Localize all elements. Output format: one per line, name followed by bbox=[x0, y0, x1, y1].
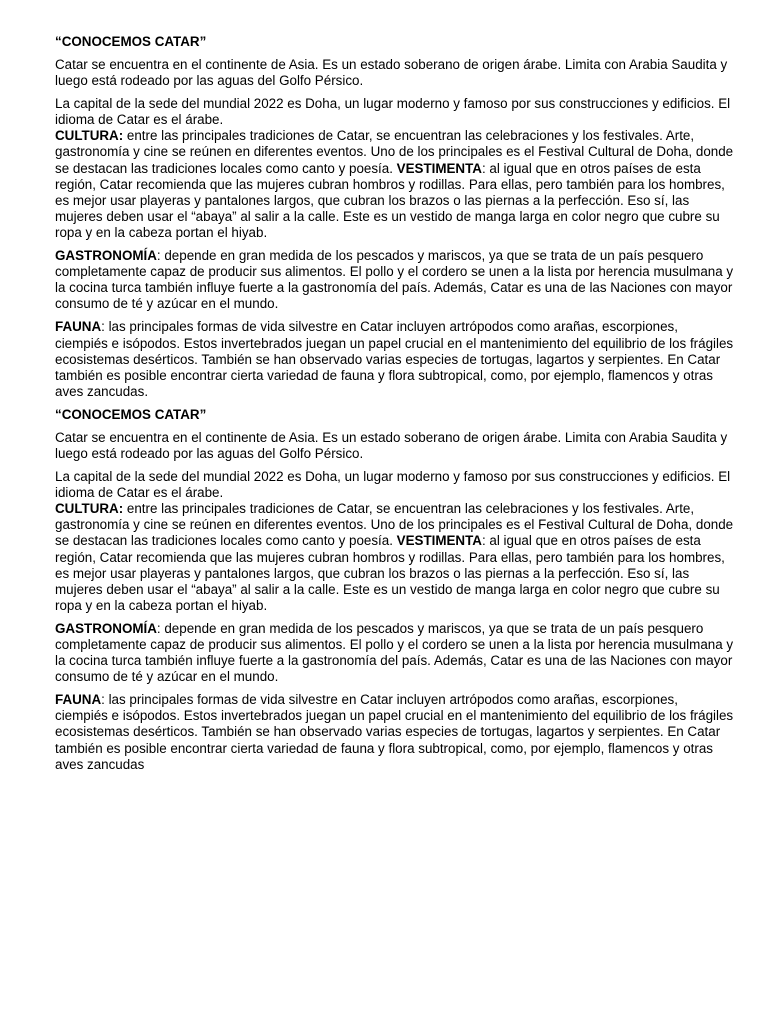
capital-paragraph: La capital de la sede del mundial 2022 es Doha, un lugar moderno y famoso por sus construcciones y edificios. El idioma de Catar es el árabe. bbox=[55, 469, 731, 501]
cultura-label: CULTURA: bbox=[55, 501, 124, 517]
capital-paragraph: La capital de la sede del mundial 2022 es Doha, un lugar moderno y famoso por sus construcciones y edificios. El idioma de Catar es el árabe. bbox=[55, 96, 731, 128]
fauna-paragraph bbox=[55, 319, 734, 399]
cultura-paragraph bbox=[55, 501, 734, 614]
cultura-text: entre las principales tradiciones de Catar, se encuentran las celebraciones y los festivales. Arte, gastronomía y cine se reúnen en diferentes eventos. Uno de los principales es el Festival Cultural de Doha, donde se destacan las tradiciones locales como canto y poesía. bbox=[55, 501, 734, 549]
section-title: “CONOCEMOS CATAR” bbox=[55, 34, 207, 49]
gastronomia-label: GASTRONOMÍA bbox=[55, 248, 157, 264]
vestimenta-label: VESTIMENTA bbox=[396, 160, 482, 176]
section-2 bbox=[55, 407, 734, 773]
fauna-paragraph bbox=[55, 692, 734, 772]
cultura-label: CULTURA: bbox=[55, 128, 124, 144]
gastronomia-paragraph bbox=[55, 621, 734, 685]
section-title: “CONOCEMOS CATAR” bbox=[55, 406, 207, 422]
vestimenta-text: : al igual que en otros países de esta región, Catar recomienda que las mujeres cubran hombros y rodillas. Para ellas, pero también para los hombres, es mejor usar playeras y pantalones largos, que cubran los brazos o las piernas a la perfección. Eso sí, las mujeres deben usar el “abaya” al salir a la calle. Este es un vestido de manga larga en color negro que cubre su ropa y en la cabeza portan el hiyab. bbox=[55, 533, 725, 613]
gastronomia-text: : depende en gran medida de los pescados y mariscos, ya que se trata de un país pesquero completamente capaz de producir sus alimentos. El pollo y el cordero se unen a la lista por herencia musulmana y la cocina turca también influye fuerte a la gastronomía del país. Además, Catar es una de las Naciones con mayor consumo de té y azúcar en el mundo. bbox=[55, 248, 734, 312]
section-1 bbox=[55, 34, 734, 400]
vestimenta-label: VESTIMENTA bbox=[396, 533, 482, 549]
fauna-text: : las principales formas de vida silvestre en Catar incluyen artrópodos como arañas, escorpiones, ciempiés e isópodos. Estos invertebrados juegan un papel crucial en el mantenimiento del equilibrio de los frágiles ecosistemas desérticos. También se han observado varias especies de tortugas, lagartos y serpientes. En Catar también es posible encontrar cierta variedad de fauna y flora subtropical, como, por ejemplo, flamencos y otras aves zancudas. bbox=[55, 319, 734, 399]
fauna-label: FAUNA bbox=[55, 692, 102, 708]
gastronomia-label: GASTRONOMÍA bbox=[55, 620, 157, 636]
fauna-text: : las principales formas de vida silvestre en Catar incluyen artrópodos como arañas, escorpiones, ciempiés e isópodos. Estos invertebrados juegan un papel crucial en el mantenimiento del equilibrio de los frágiles ecosistemas desérticos. También se han observado varias especies de tortugas, lagartos y serpientes. En Catar también es posible encontrar cierta variedad de fauna y flora subtropical, como, por ejemplo, flamencos y otras aves zancudas bbox=[55, 692, 734, 772]
vestimenta-text: : al igual que en otros países de esta región, Catar recomienda que las mujeres cubran hombros y rodillas. Para ellas, pero también para los hombres, es mejor usar playeras y pantalones largos, que cubran los brazos o las piernas a la perfección. Eso sí, las mujeres deben usar el “abaya” al salir a la calle. Este es un vestido de manga larga en color negro que cubre su ropa y en la cabeza portan el hiyab. bbox=[55, 160, 725, 240]
fauna-label: FAUNA bbox=[55, 319, 102, 335]
gastronomia-text: : depende en gran medida de los pescados y mariscos, ya que se trata de un país pesquero completamente capaz de producir sus alimentos. El pollo y el cordero se unen a la lista por herencia musulmana y la cocina turca también influye fuerte a la gastronomía del país. Además, Catar es una de las Naciones con mayor consumo de té y azúcar en el mundo. bbox=[55, 620, 734, 685]
intro-paragraph: Catar se encuentra en el continente de Asia. Es un estado soberano de origen árabe. Limita con Arabia Saudita y luego está rodeado por las aguas del Golfo Pérsico. bbox=[55, 57, 728, 89]
cultura-text: entre las principales tradiciones de Catar, se encuentran las celebraciones y los festivales. Arte, gastronomía y cine se reúnen en diferentes eventos. Uno de los principales es el Festival Cultural de Doha, donde se destacan las tradiciones locales como canto y poesía. bbox=[55, 128, 734, 176]
gastronomia-paragraph bbox=[55, 248, 734, 312]
intro-paragraph: Catar se encuentra en el continente de Asia. Es un estado soberano de origen árabe. Limita con Arabia Saudita y luego está rodeado por las aguas del Golfo Pérsico. bbox=[55, 429, 728, 461]
cultura-paragraph bbox=[55, 128, 734, 241]
